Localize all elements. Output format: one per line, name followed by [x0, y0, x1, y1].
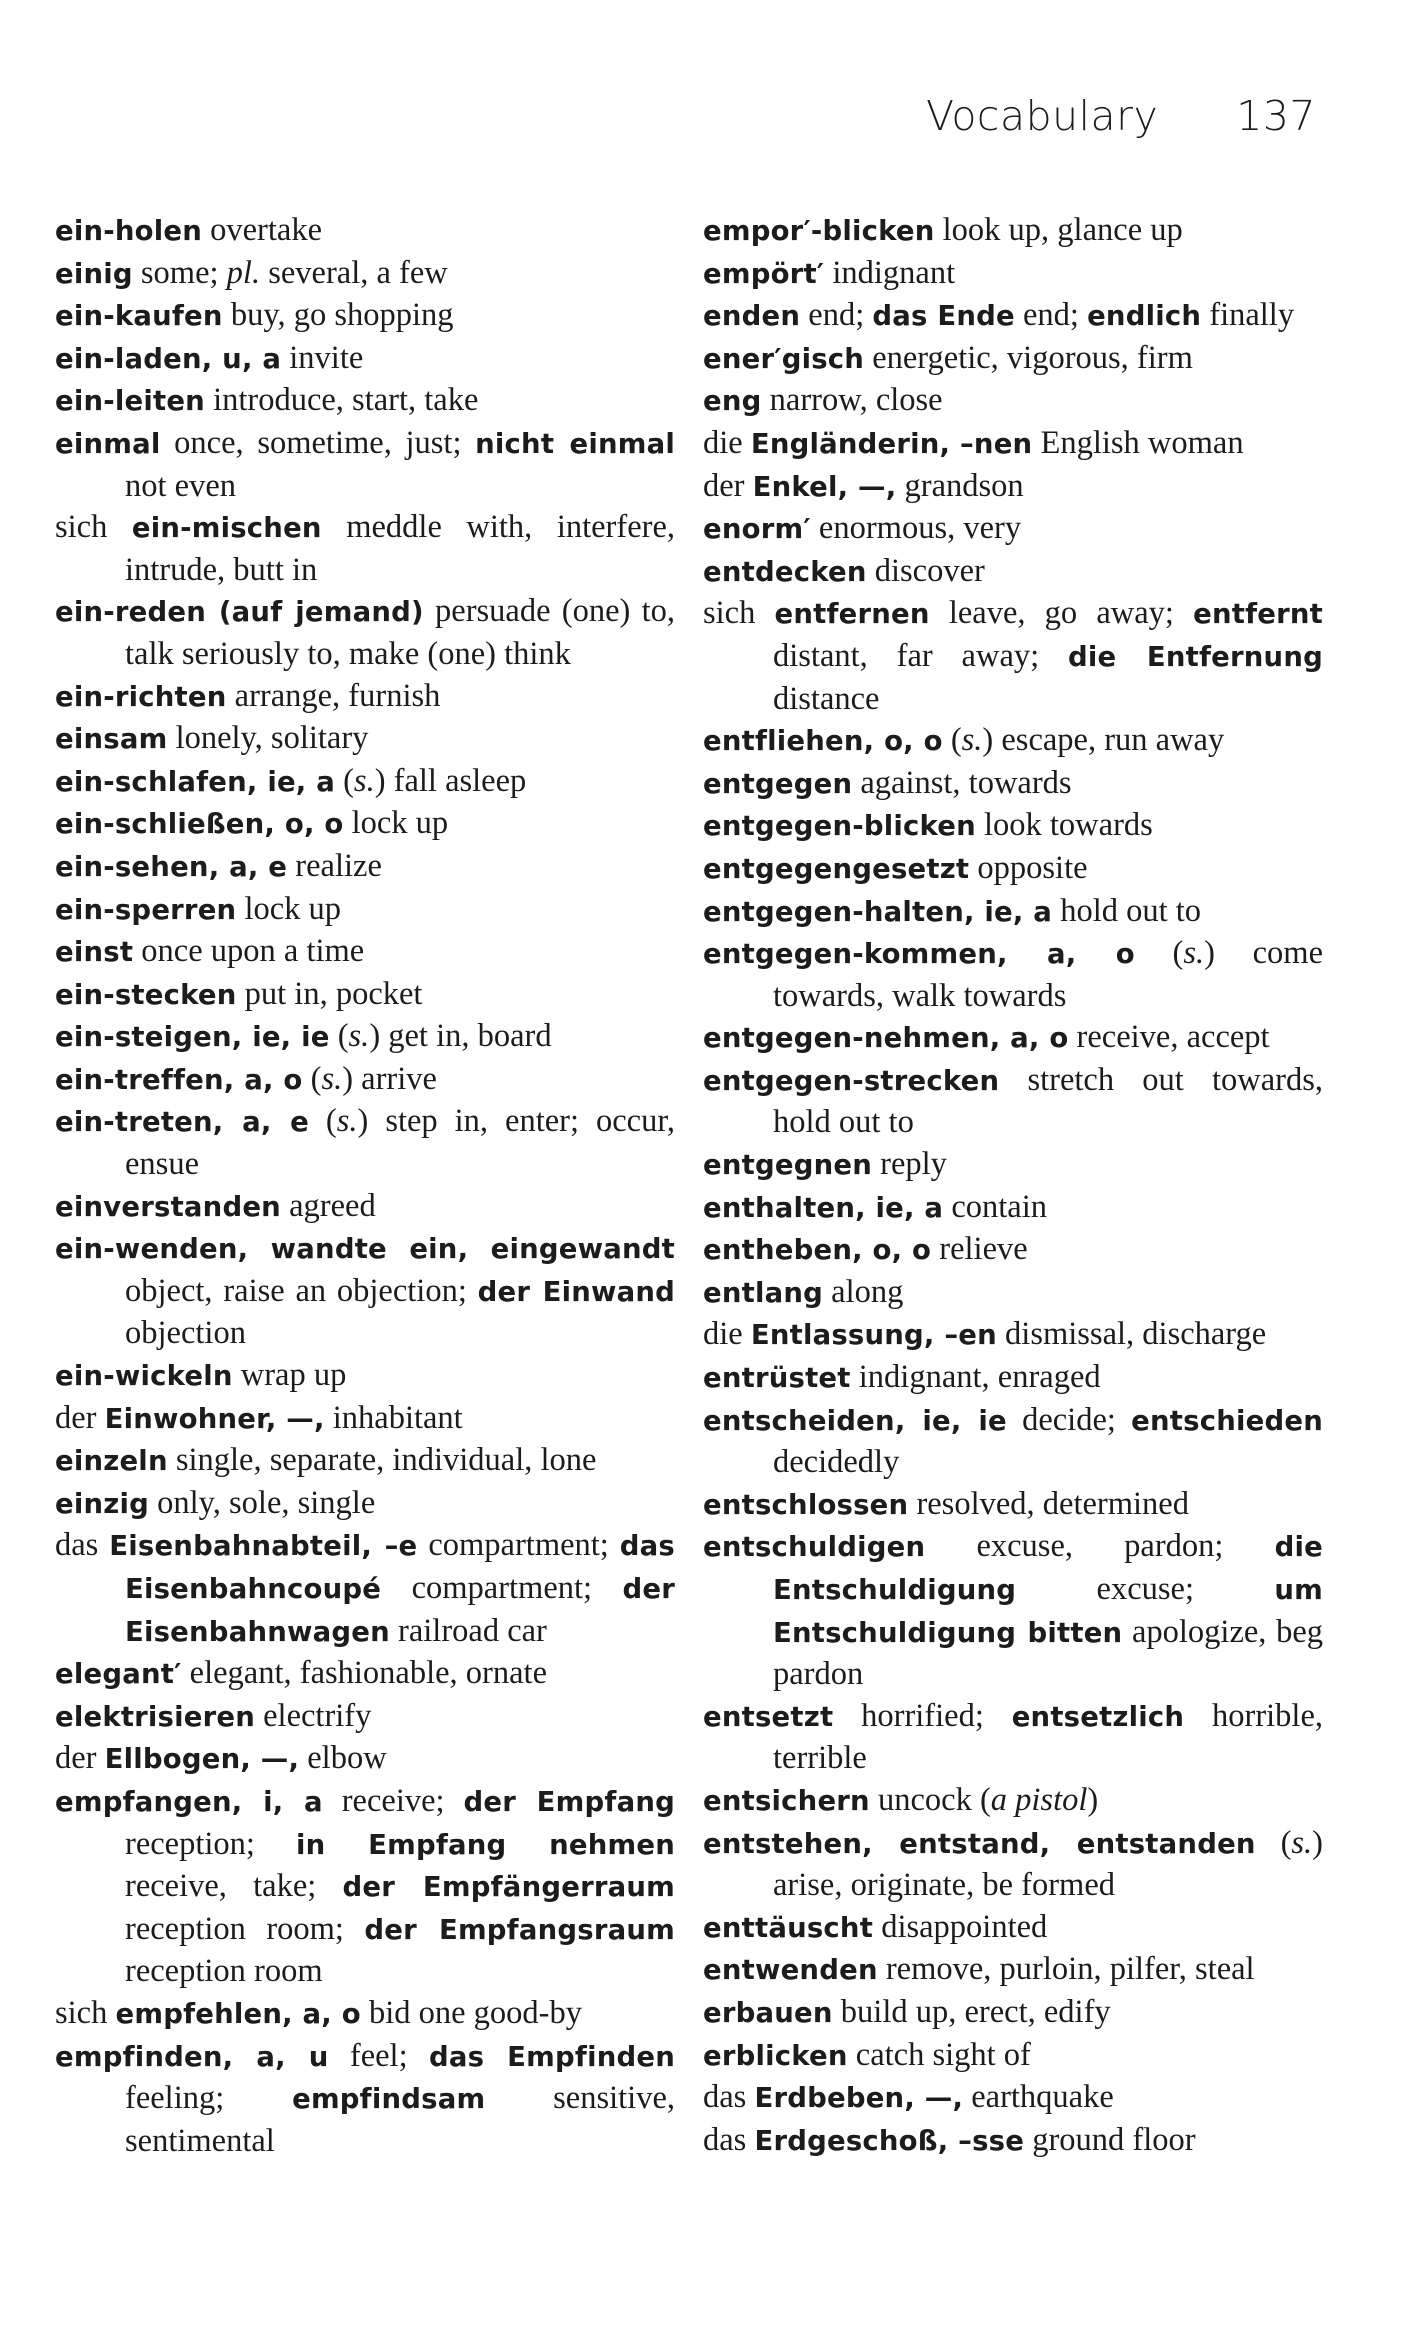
- definition-text: die: [703, 1316, 751, 1353]
- definition-text: arrange, furnish: [226, 677, 441, 714]
- definition-text: sich: [55, 1994, 116, 2031]
- headword: Erdgeschoß, –sse: [754, 2124, 1025, 2157]
- vocab-entry: [703, 1907, 1323, 1950]
- definition-text: ) step in, enter; occur, ensue: [125, 1103, 675, 1183]
- vocab-entry: [55, 1993, 675, 2036]
- definition-text: die: [703, 424, 751, 461]
- vocab-entry: [703, 891, 1323, 934]
- vocab-entry: [55, 1355, 675, 1398]
- headword: entgegen-strecken: [703, 1064, 1000, 1097]
- headword: empfehlen, a, o: [115, 1997, 361, 2030]
- headword: einsam: [55, 723, 168, 756]
- headword: das Eisenbahncoupé: [125, 1530, 675, 1605]
- headword: enden: [703, 300, 801, 333]
- definition-text: invite: [281, 339, 364, 376]
- definition-text: hold out to: [1052, 892, 1202, 929]
- vocab-entry: [703, 1526, 1323, 1695]
- headword: entgegnen: [703, 1149, 873, 1182]
- vocab-entry: [703, 295, 1323, 338]
- italic-note: s.: [1183, 935, 1205, 972]
- headword: erbauen: [703, 1996, 833, 2029]
- running-header: [926, 92, 1316, 140]
- definition-text: finally: [1201, 297, 1295, 334]
- definition-text: reception room;: [125, 1910, 365, 1947]
- vocab-entry: [55, 676, 675, 719]
- headword: entscheiden, ie, ie: [703, 1404, 1007, 1437]
- vocab-entry: [703, 1229, 1323, 1272]
- headword: der Einwand: [477, 1275, 675, 1308]
- vocab-entry: [55, 253, 675, 296]
- headword: ein-laden, u, a: [55, 342, 282, 375]
- headword: die Entfernung: [1068, 640, 1323, 673]
- headword: ein-steigen, ie, ie: [55, 1021, 330, 1054]
- vocab-entry: [703, 763, 1323, 806]
- definition-text: reception room: [125, 1953, 323, 1990]
- vocab-entry: [703, 1314, 1323, 1357]
- headword: erblicken: [703, 2039, 848, 2072]
- definition-text: inhabitant: [324, 1399, 463, 1436]
- headword: entwenden: [703, 1954, 878, 1987]
- definition-text: railroad car: [389, 1612, 547, 1649]
- vocab-entry: [55, 1101, 675, 1185]
- headword: endlich: [1087, 300, 1202, 333]
- definition-text: ) come towards, walk towards: [773, 935, 1324, 1014]
- definition-text: single, separate, individual, lone: [167, 1442, 597, 1479]
- headword: entdecken: [703, 555, 867, 588]
- definition-text: once, sometime, just;: [160, 424, 476, 461]
- headword: ein-mischen: [131, 512, 322, 545]
- definition-text: horrified;: [833, 1697, 1012, 1734]
- definition-text: end;: [800, 297, 873, 334]
- definition-text: decidedly: [773, 1444, 900, 1481]
- headword: empor′-blicken: [703, 215, 935, 247]
- definition-text: buy, go shopping: [222, 297, 454, 334]
- definition-text: (: [1255, 1824, 1292, 1861]
- definition-text: receive, accept: [1068, 1019, 1270, 1056]
- definition-text: (: [302, 1060, 322, 1097]
- vocab-entry: [55, 974, 675, 1017]
- headword: ener′gisch: [703, 342, 865, 375]
- headword: elektrisieren: [55, 1700, 255, 1733]
- definition-text: lonely, solitary: [167, 720, 369, 757]
- definition-text: catch sight of: [847, 2036, 1031, 2073]
- definition-text: resolved, determined: [908, 1485, 1189, 1522]
- definition-text: stretch out towards, hold out to: [773, 1061, 1323, 1141]
- definition-text: das: [703, 2079, 755, 2116]
- headword: ein-treffen, a, o: [55, 1063, 303, 1096]
- headword: entsetzt: [703, 1700, 834, 1733]
- italic-note: s.: [1291, 1824, 1313, 1861]
- definition-text: overtake: [202, 212, 323, 248]
- definition-text: persuade (one) to, talk seriously to, make (one) think: [125, 593, 675, 672]
- definition-text: indignant, enraged: [850, 1359, 1101, 1396]
- headword: empfinden, a, u: [55, 2040, 329, 2073]
- headword: entgegen-halten, ie, a: [703, 895, 1053, 928]
- headword: entsichern: [703, 1784, 870, 1817]
- headword: entrüstet: [703, 1362, 851, 1395]
- definition-text: meddle with, interfere, intrude, butt in: [125, 509, 675, 588]
- headword: Engländerin, –nen: [750, 427, 1033, 460]
- headword: einzig: [55, 1487, 149, 1520]
- vocab-entry: [55, 1016, 675, 1059]
- headword: entfliehen, o, o: [703, 725, 943, 758]
- definition-text: receive;: [322, 1782, 464, 1819]
- definition-text: relieve: [931, 1231, 1028, 1268]
- definition-text: only, sole, single: [148, 1484, 376, 1521]
- definition-text: ) arrive: [342, 1060, 437, 1097]
- headword: ein-wickeln: [55, 1360, 233, 1393]
- definition-text: (: [334, 762, 354, 799]
- vocab-entry: [703, 2077, 1323, 2120]
- definition-text: put in, pocket: [236, 975, 423, 1012]
- definition-text: feeling;: [125, 2080, 293, 2117]
- headword: ein-kaufen: [55, 300, 223, 333]
- left-column: [55, 210, 675, 2162]
- headword: entschlossen: [703, 1488, 909, 1521]
- italic-note: s.: [348, 1018, 370, 1055]
- right-column: [703, 210, 1323, 2162]
- definition-text: sich: [703, 595, 775, 632]
- definition-text: look towards: [975, 807, 1153, 844]
- definition-text: narrow, close: [761, 382, 943, 419]
- vocab-entry: [703, 1060, 1323, 1144]
- vocab-entry: [703, 380, 1323, 423]
- definition-text: distant, far away;: [773, 637, 1069, 674]
- definition-text: ) arise, originate, be formed: [773, 1824, 1323, 1904]
- headword: entschuldigen: [703, 1531, 926, 1564]
- definition-text: once upon a time: [133, 933, 365, 970]
- definition-text: distance: [773, 680, 880, 717]
- headword: Enkel, —,: [752, 470, 897, 503]
- headword: das Ende: [872, 300, 1015, 333]
- vocab-entry: [55, 1781, 675, 1993]
- headword: ein-richten: [55, 680, 227, 713]
- headword: Eisenbahnabteil, –e: [109, 1530, 418, 1563]
- definition-text: das: [55, 1527, 110, 1564]
- headword: enttäuscht: [703, 1911, 874, 1944]
- headword: entfernt: [1193, 598, 1323, 631]
- definition-text: remove, purloin, pilfer, steal: [877, 1951, 1255, 1988]
- vocab-entry: [55, 591, 675, 675]
- definition-text: along: [823, 1273, 904, 1310]
- definition-text: agreed: [280, 1187, 376, 1224]
- vocab-entry: [55, 1228, 675, 1355]
- definition-text: disappointed: [873, 1908, 1048, 1945]
- headword: empfangen, i, a: [55, 1785, 323, 1818]
- headword: der Empfängerraum: [342, 1871, 675, 1904]
- definition-text: elbow: [299, 1740, 387, 1777]
- header-title: Vocabulary: [925, 92, 1159, 140]
- definition-text: horrible, terrible: [773, 1697, 1323, 1777]
- definition-text: excuse, pardon;: [925, 1528, 1275, 1565]
- vocab-entry: [55, 1483, 675, 1526]
- vocab-entry: [55, 2036, 675, 2163]
- headword: ein-sehen, a, e: [55, 850, 288, 883]
- headword: einst: [55, 936, 134, 969]
- definition-text: (: [942, 722, 962, 759]
- vocab-entry: [55, 1398, 675, 1441]
- vocab-entry: [703, 593, 1323, 720]
- headword: entlang: [703, 1276, 824, 1309]
- headword: entgegen-nehmen, a, o: [703, 1022, 1069, 1055]
- definition-text: ): [1087, 1781, 1099, 1818]
- headword: ein-leiten: [55, 385, 205, 418]
- definition-text: bid one good-by: [360, 1994, 582, 2031]
- definition-text: contain: [943, 1188, 1047, 1225]
- italic-note: s.: [321, 1060, 343, 1097]
- headword: empfindsam: [292, 2083, 486, 2116]
- vocab-entry: [703, 2035, 1323, 2078]
- headword: empört′: [703, 257, 825, 290]
- vocab-entry: [703, 720, 1323, 763]
- headword: in Empfang nehmen: [296, 1828, 676, 1861]
- vocab-entry: [55, 1653, 675, 1696]
- definition-text: apologize, beg pardon: [773, 1613, 1323, 1693]
- headword: entfernen: [774, 598, 930, 631]
- definition-text: grandson: [896, 467, 1024, 504]
- headword: entgegengesetzt: [703, 852, 970, 885]
- definition-text: several, a few: [260, 254, 448, 291]
- definition-text: der: [703, 467, 753, 504]
- vocab-entry: [703, 933, 1323, 1017]
- vocab-entry: [703, 1357, 1323, 1400]
- headword: entgegen-kommen, a, o: [703, 938, 1135, 971]
- headword: entheben, o, o: [703, 1234, 932, 1267]
- headword: ein-sperren: [55, 893, 237, 926]
- definition-text: objection: [125, 1315, 246, 1352]
- italic-note: s.: [961, 722, 983, 759]
- definition-text: energetic, vigorous, firm: [864, 339, 1193, 376]
- vocab-entry: [55, 761, 675, 804]
- vocab-entry: [703, 508, 1323, 551]
- italic-note: pl.: [226, 254, 261, 291]
- definition-text: receive, take;: [125, 1868, 343, 1905]
- vocab-entry: [703, 253, 1323, 296]
- vocab-entry: [703, 2120, 1323, 2163]
- italic-note: a pistol: [990, 1781, 1088, 1818]
- headword: entsetzlich: [1011, 1700, 1185, 1733]
- headword: einmal: [55, 427, 161, 460]
- definition-text: leave, go away;: [929, 595, 1194, 632]
- vocab-entry: [703, 805, 1323, 848]
- vocab-entry: [55, 1696, 675, 1739]
- definition-text: compartment;: [417, 1527, 620, 1564]
- headword: einig: [55, 257, 133, 290]
- vocab-entry: [55, 423, 675, 507]
- vocab-entry: [703, 1017, 1323, 1060]
- headword: die Entschuldigung: [773, 1531, 1323, 1606]
- vocab-entry: [703, 1272, 1323, 1315]
- definition-text: lock up: [236, 890, 342, 927]
- definition-text: excuse;: [1016, 1571, 1275, 1607]
- headword: ein-schlafen, ie, a: [55, 765, 335, 798]
- definition-text: wrap up: [232, 1357, 347, 1394]
- vocab-entry: [55, 931, 675, 974]
- definition-text: earthquake: [963, 2079, 1114, 2116]
- headword: das Empfinden: [428, 2040, 675, 2073]
- italic-note: s.: [353, 762, 375, 799]
- vocab-entry: [55, 803, 675, 846]
- vocab-entry: [703, 1144, 1323, 1187]
- headword: einverstanden: [55, 1190, 281, 1223]
- vocab-entry: [703, 1696, 1323, 1780]
- headword: entgegen-blicken: [703, 810, 976, 843]
- headword: Entlassung, –en: [750, 1319, 997, 1352]
- headword: ein-holen: [55, 215, 202, 247]
- definition-text: English woman: [1032, 424, 1244, 461]
- headword: der Eisenbahnwagen: [125, 1573, 675, 1648]
- definition-text: reception;: [125, 1825, 296, 1862]
- definition-text: end;: [1014, 297, 1088, 334]
- vocab-entry: [703, 1992, 1323, 2035]
- headword: entstehen, entstand, entstanden: [703, 1827, 1256, 1860]
- headword: eng: [703, 385, 762, 418]
- vocab-entry: [703, 1400, 1323, 1484]
- vocab-entry: [55, 846, 675, 889]
- definition-text: decide;: [1006, 1401, 1132, 1438]
- vocab-entry: [55, 1186, 675, 1229]
- definition-text: elegant, fashionable, ornate: [181, 1655, 548, 1692]
- vocab-entry: [55, 1440, 675, 1483]
- definition-text: compartment;: [381, 1570, 623, 1606]
- vocab-entry: [55, 507, 675, 591]
- definition-text: introduce, start, take: [204, 382, 479, 419]
- headword: nicht einmal: [475, 427, 676, 460]
- headword: ein-stecken: [55, 978, 237, 1011]
- vocab-entry: [55, 1525, 675, 1653]
- headword: Ellbogen, —,: [104, 1743, 300, 1776]
- vocab-entry: [55, 295, 675, 338]
- headword: der Empfangsraum: [364, 1913, 675, 1946]
- definition-text: realize: [287, 847, 382, 884]
- headword: ein-wenden, wandte ein, eingewandt: [55, 1233, 675, 1266]
- vocab-entry: [703, 338, 1323, 381]
- headword: Einwohner, —,: [104, 1402, 325, 1435]
- vocab-entry: [703, 423, 1323, 466]
- headword: entschieden: [1131, 1404, 1323, 1437]
- vocab-entry: [703, 1949, 1323, 1992]
- vocab-entry: [703, 1187, 1323, 1230]
- headword: enthalten, ie, a: [703, 1191, 944, 1224]
- headword: enorm′: [703, 513, 811, 546]
- headword: ein-schließen, o, o: [55, 808, 344, 841]
- vocab-entry: [703, 466, 1323, 509]
- definition-text: enormous, very: [810, 510, 1022, 547]
- vocab-entry: [55, 1738, 675, 1781]
- headword: ein-reden (auf jemand): [55, 596, 424, 629]
- headword: elegant′: [55, 1658, 182, 1691]
- definition-text: not even: [125, 467, 237, 504]
- definition-text: der: [55, 1740, 105, 1777]
- definition-text: ) get in, board: [369, 1018, 552, 1055]
- definition-text: sich: [55, 509, 132, 546]
- headword: entgegen: [703, 767, 853, 800]
- definition-text: look up, glance up: [934, 212, 1183, 248]
- definition-text: sensitive, sentimental: [125, 2080, 676, 2159]
- vocab-entry: [703, 210, 1323, 253]
- definition-text: reply: [872, 1146, 947, 1183]
- definition-text: indignant: [824, 254, 956, 291]
- vocab-entry: [703, 1780, 1323, 1823]
- vocab-entry: [703, 1823, 1323, 1907]
- vocab-entry: [55, 210, 675, 253]
- vocab-entry: [55, 338, 675, 381]
- definition-text: ) escape, run away: [982, 722, 1225, 759]
- headword: einzeln: [55, 1445, 168, 1478]
- headword: Erdbeben, —,: [754, 2082, 964, 2115]
- definition-text: object, raise an objection;: [125, 1272, 478, 1309]
- vocab-entry: [55, 1059, 675, 1102]
- definition-text: against, towards: [852, 764, 1072, 801]
- vocab-entry: [55, 718, 675, 761]
- definition-text: der: [55, 1399, 105, 1436]
- definition-text: dismissal, discharge: [996, 1316, 1267, 1353]
- definition-text: uncock (: [869, 1781, 991, 1818]
- definition-text: (: [329, 1018, 349, 1055]
- definition-text: some;: [132, 254, 227, 291]
- definition-text: feel;: [328, 2037, 429, 2074]
- definition-text: das: [703, 2121, 755, 2158]
- italic-note: s.: [336, 1103, 358, 1140]
- page-number: 137: [1236, 92, 1316, 140]
- definition-text: (: [1134, 935, 1184, 972]
- vocab-entry: [55, 889, 675, 932]
- definition-text: ) fall asleep: [374, 762, 527, 799]
- definition-text: discover: [866, 552, 985, 589]
- definition-text: electrify: [255, 1697, 372, 1734]
- vocab-entry: [703, 848, 1323, 891]
- vocab-entry: [703, 1484, 1323, 1527]
- definition-text: build up, erect, edify: [832, 1993, 1111, 2030]
- definition-text: lock up: [343, 805, 449, 842]
- headword: ein-treten, a, e: [55, 1106, 309, 1139]
- definition-text: (: [308, 1103, 337, 1140]
- headword: um Entschuldigung bitten: [773, 1574, 1323, 1649]
- vocab-entry: [55, 380, 675, 423]
- vocab-entry: [703, 551, 1323, 594]
- definition-text: opposite: [969, 849, 1088, 886]
- headword: der Empfang: [463, 1785, 675, 1818]
- definition-text: ground floor: [1024, 2121, 1196, 2158]
